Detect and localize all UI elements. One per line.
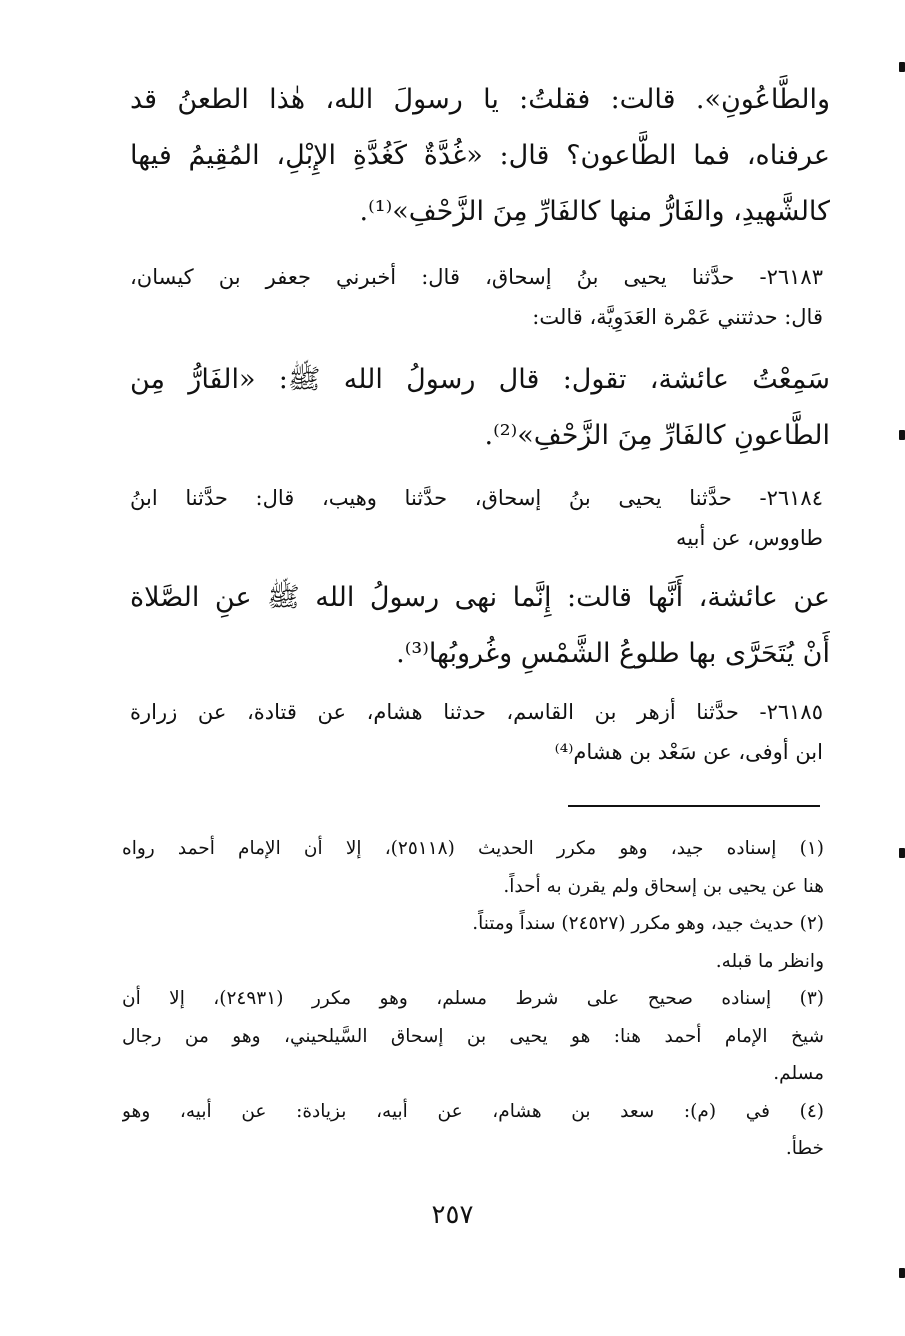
page-number: ٢٥٧: [431, 1200, 474, 1230]
text-line: ٢٦١٨٤- حدَّثنا يحيى بنُ إسحاق، حدَّثنا وهيب، قال: حدَّثنا ابنُ: [130, 486, 823, 510]
text-line: أَنْ يُتَحَرَّى بها طلوعُ الشَّمْسِ وغُروبُها⁽³⁾.: [396, 638, 830, 669]
text-line: ٢٦١٨٣- حدَّثنا يحيى بنُ إسحاق، قال: أخبرني جعفر بن كيسان،: [130, 265, 823, 289]
footnotes: [122, 830, 824, 1168]
text-line: عن عائشة، أَنَّها قالت: إِنَّما نهى رسولُ الله ﷺ عنِ الصَّلاة: [130, 582, 830, 613]
footnote-line: هنا عن يحيى بن إسحاق ولم يقرن به أحداً.: [503, 875, 824, 897]
footnote-line: شيخ الإمام أحمد هنا: هو يحيى بن إسحاق السَّيلحيني، وهو من رجال: [122, 1025, 824, 1047]
footnote-line: (٤) في (م): سعد بن هشام، عن أبيه، بزيادة: عن أبيه، وهو: [122, 1100, 824, 1122]
footnote-line: خطأ.: [785, 1138, 824, 1159]
hadith-text-2: [130, 352, 830, 464]
isnad-26184: [130, 478, 823, 558]
text-line: ابن أوفى، عن سَعْد بن هشام⁽⁴⁾: [554, 740, 823, 764]
text-line: كالشَّهيدِ، والفَارُّ منها كالفَارِّ مِنَ الزَّحْفِ»⁽¹⁾.: [359, 196, 830, 227]
text-line: سَمِعْتُ عائشة، تقول: قال رسولُ الله ﷺ: «الفَارُّ مِن: [130, 364, 830, 395]
text-line: ٢٦١٨٥- حدَّثنا أزهر بن القاسم، حدثنا هشام، عن قتادة، عن زرارة: [130, 700, 823, 724]
isnad-26183: [130, 257, 823, 337]
margin-mark: [899, 1268, 905, 1278]
hadith-text-1: [130, 72, 830, 240]
footnote-line: وانظر ما قبله.: [715, 950, 824, 972]
margin-mark: [899, 62, 905, 72]
footnote-line: مسلم.: [773, 1063, 824, 1084]
text-line: والطَّاعُونِ». قالت: فقلتُ: يا رسولَ الله، هٰذا الطعنُ قد: [130, 84, 830, 115]
text-line: طاووس، عن أبيه: [676, 526, 823, 550]
footnote-separator: [568, 805, 820, 807]
footnote-line: (١) إسناده جيد، وهو مكرر الحديث (٢٥١١٨)، إلا أن الإمام أحمد رواه: [122, 838, 824, 859]
hadith-text-3: [130, 570, 830, 682]
text-line: الطَّاعونِ كالفَارِّ مِنَ الزَّحْفِ»⁽²⁾.: [484, 420, 830, 451]
footnote-line: (٢) حديث جيد، وهو مكرر (٢٤٥٢٧) سنداً ومتناً.: [472, 913, 824, 934]
margin-mark: [899, 848, 905, 858]
footnote-line: (٣) إسناده صحيح على شرط مسلم، وهو مكرر (٢٤٩٣١)، إلا أن: [122, 988, 824, 1009]
text-line: قال: حدثتني عَمْرة العَدَوِيَّة، قالت:: [532, 305, 823, 329]
text-line: عرفناه، فما الطَّاعون؟ قال: «غُدَّةٌ كَغُدَّةِ الإِبْلِ، المُقِيمُ فيها: [130, 140, 830, 171]
margin-mark: [899, 430, 905, 440]
isnad-26185: [130, 692, 823, 772]
